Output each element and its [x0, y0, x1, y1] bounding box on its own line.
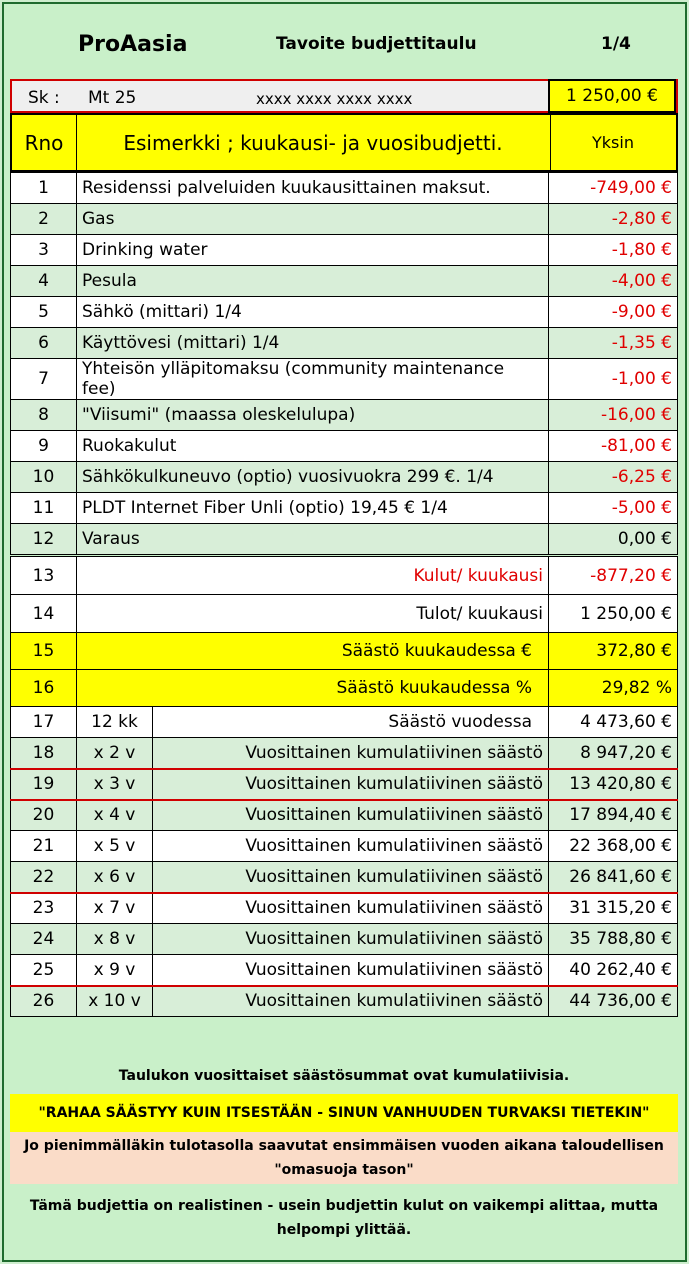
row-number: 13	[11, 557, 77, 595]
row-value: -5,00 €	[549, 493, 678, 524]
row-multiplier: x 10 v	[77, 986, 153, 1017]
row-number: 24	[11, 924, 77, 955]
row-number: 6	[11, 328, 77, 359]
row-number: 4	[11, 266, 77, 297]
row-number: 16	[11, 670, 77, 707]
yearly-row	[11, 831, 678, 862]
expense-row	[11, 204, 678, 235]
row-number: 19	[11, 769, 77, 800]
row-value: 13 420,80 €	[549, 769, 678, 800]
unit-header: Yksin	[592, 133, 634, 152]
row-multiplier: x 7 v	[77, 893, 153, 924]
expense-row	[11, 235, 678, 266]
row-value: 26 841,60 €	[549, 862, 678, 893]
brand-title: ProAasia	[78, 32, 188, 57]
yearly-row	[11, 769, 678, 800]
row-label: PLDT Internet Fiber Unli (optio) 19,45 € 1/4	[77, 493, 549, 524]
row-value: -877,20 €	[549, 557, 678, 595]
row-value: 1 250,00 €	[549, 595, 678, 633]
row-value: -6,25 €	[549, 462, 678, 493]
row-label: Säästö kuukaudessa €	[77, 633, 549, 670]
yearly-row	[11, 955, 678, 986]
yearly-row	[11, 986, 678, 1017]
row-label: Vuosittainen kumulatiivinen säästö	[153, 831, 549, 862]
row-value: -749,00 €	[549, 173, 678, 204]
row-value: 17 894,40 €	[549, 800, 678, 831]
row-label: Kulut/ kuukausi	[77, 557, 549, 595]
summary-row	[11, 633, 678, 670]
expense-row	[11, 173, 678, 204]
row-label: Pesula	[77, 266, 549, 297]
row-number: 20	[11, 800, 77, 831]
note-first-year: Jo pienimmälläkin tulotasolla saavutat ensimmäisen vuoden aikana taloudellisen "omasuoja tason"	[10, 1132, 678, 1184]
yearly-row	[11, 893, 678, 924]
income-value: 1 250,00 €	[548, 79, 676, 113]
row-label: Säästö kuukaudessa %	[77, 670, 549, 707]
yearly-row	[11, 707, 678, 738]
row-multiplier: x 2 v	[77, 738, 153, 769]
expense-row	[11, 493, 678, 524]
note-realistic: Tämä budjettia on realistinen - usein budjettin kulut on vaikempi alittaa, mutta helpompi ylittää.	[10, 1190, 678, 1246]
row-multiplier: x 6 v	[77, 862, 153, 893]
sk-code: Mt 25	[88, 88, 137, 108]
row-number: 8	[11, 400, 77, 431]
row-label: Tulot/ kuukausi	[77, 595, 549, 633]
expense-table	[10, 172, 678, 555]
row-number: 15	[11, 633, 77, 670]
expense-row	[11, 431, 678, 462]
row-number: 10	[11, 462, 77, 493]
row-number: 22	[11, 862, 77, 893]
expense-row	[11, 266, 678, 297]
row-number: 23	[11, 893, 77, 924]
row-number: 14	[11, 595, 77, 633]
row-label: Sähkö (mittari) 1/4	[77, 297, 549, 328]
sk-mask: xxxx xxxx xxxx xxxx	[256, 90, 413, 108]
row-value: -2,80 €	[549, 204, 678, 235]
expense-row	[11, 297, 678, 328]
row-label: Käyttövesi (mittari) 1/4	[77, 328, 549, 359]
row-number: 25	[11, 955, 77, 986]
sk-row	[10, 79, 678, 113]
summary-row	[11, 670, 678, 707]
page-number: 1/4	[601, 34, 631, 54]
row-label: Vuosittainen kumulatiivinen säästö	[153, 893, 549, 924]
row-number: 18	[11, 738, 77, 769]
row-value: -4,00 €	[549, 266, 678, 297]
header	[10, 14, 678, 76]
row-value: -9,00 €	[549, 297, 678, 328]
row-number: 9	[11, 431, 77, 462]
row-label: Gas	[77, 204, 549, 235]
row-value: -81,00 €	[549, 431, 678, 462]
row-label: Ruokakulut	[77, 431, 549, 462]
row-number: 3	[11, 235, 77, 266]
row-number: 2	[11, 204, 77, 235]
sheet-title: Tavoite budjettitaulu	[276, 34, 477, 54]
row-value: 40 262,40 €	[549, 955, 678, 986]
row-value: 22 368,00 €	[549, 831, 678, 862]
row-multiplier: x 4 v	[77, 800, 153, 831]
row-label: Vuosittainen kumulatiivinen säästö	[153, 738, 549, 769]
row-label: Residenssi palveluiden kuukausittainen maksut.	[77, 173, 549, 204]
row-value: 372,80 €	[549, 633, 678, 670]
row-value: 31 315,20 €	[549, 893, 678, 924]
row-label: Vuosittainen kumulatiivinen säästö	[153, 986, 549, 1017]
row-label: Vuosittainen kumulatiivinen säästö	[153, 862, 549, 893]
row-value: 4 473,60 €	[549, 707, 678, 738]
row-number: 12	[11, 524, 77, 555]
summary-row	[11, 595, 678, 633]
row-label: Vuosittainen kumulatiivinen säästö	[153, 924, 549, 955]
yearly-row	[11, 862, 678, 893]
row-multiplier: x 9 v	[77, 955, 153, 986]
note-slogan: "RAHAA SÄÄSTYY KUIN ITSESTÄÄN - SINUN VANHUUDEN TURVAKSI TIETEKIN"	[10, 1094, 678, 1132]
row-label: Vuosittainen kumulatiivinen säästö	[153, 955, 549, 986]
expense-row	[11, 462, 678, 493]
row-number: 1	[11, 173, 77, 204]
row-number: 5	[11, 297, 77, 328]
expense-row	[11, 524, 678, 555]
expense-row	[11, 400, 678, 431]
row-value: 8 947,20 €	[549, 738, 678, 769]
row-value: 29,82 %	[549, 670, 678, 707]
row-label: Vuosittainen kumulatiivinen säästö	[153, 800, 549, 831]
row-label: Säästö vuodessa	[153, 707, 549, 738]
yearly-row	[11, 924, 678, 955]
sk-label: Sk :	[28, 88, 60, 108]
row-number: 17	[11, 707, 77, 738]
expense-row	[11, 359, 678, 400]
row-multiplier: 12 kk	[77, 707, 153, 738]
row-label: Sähkökulkuneuvo (optio) vuosivuokra 299 €. 1/4	[77, 462, 549, 493]
row-multiplier: x 5 v	[77, 831, 153, 862]
row-number: 21	[11, 831, 77, 862]
row-value: -1,00 €	[549, 359, 678, 400]
expense-row	[11, 328, 678, 359]
row-label: Drinking water	[77, 235, 549, 266]
row-value: 0,00 €	[549, 524, 678, 555]
note-cumulative: Taulukon vuosittaiset säästösummat ovat kumulatiivisia.	[10, 1058, 678, 1094]
summary-row	[11, 557, 678, 595]
row-value: 44 736,00 €	[549, 986, 678, 1017]
row-label: Varaus	[77, 524, 549, 555]
title-row	[10, 113, 678, 172]
yearly-row	[11, 800, 678, 831]
row-value: -1,80 €	[549, 235, 678, 266]
row-value: 35 788,80 €	[549, 924, 678, 955]
budget-title: Esimerkki ; kuukausi- ja vuosibudjetti.	[76, 115, 551, 170]
yearly-row	[11, 738, 678, 769]
row-label: Vuosittainen kumulatiivinen säästö	[153, 769, 549, 800]
row-multiplier: x 8 v	[77, 924, 153, 955]
row-multiplier: x 3 v	[77, 769, 153, 800]
summary-table	[10, 556, 678, 707]
row-number: 26	[11, 986, 77, 1017]
row-value: -1,35 €	[549, 328, 678, 359]
rno-header: Rno	[12, 115, 77, 170]
row-number: 7	[11, 359, 77, 400]
yearly-table	[10, 706, 678, 1017]
row-label: "Viisumi" (maassa oleskelulupa)	[77, 400, 549, 431]
row-number: 11	[11, 493, 77, 524]
row-label: Yhteisön ylläpitomaksu (community maintenance fee)	[77, 359, 549, 400]
row-value: -16,00 €	[549, 400, 678, 431]
